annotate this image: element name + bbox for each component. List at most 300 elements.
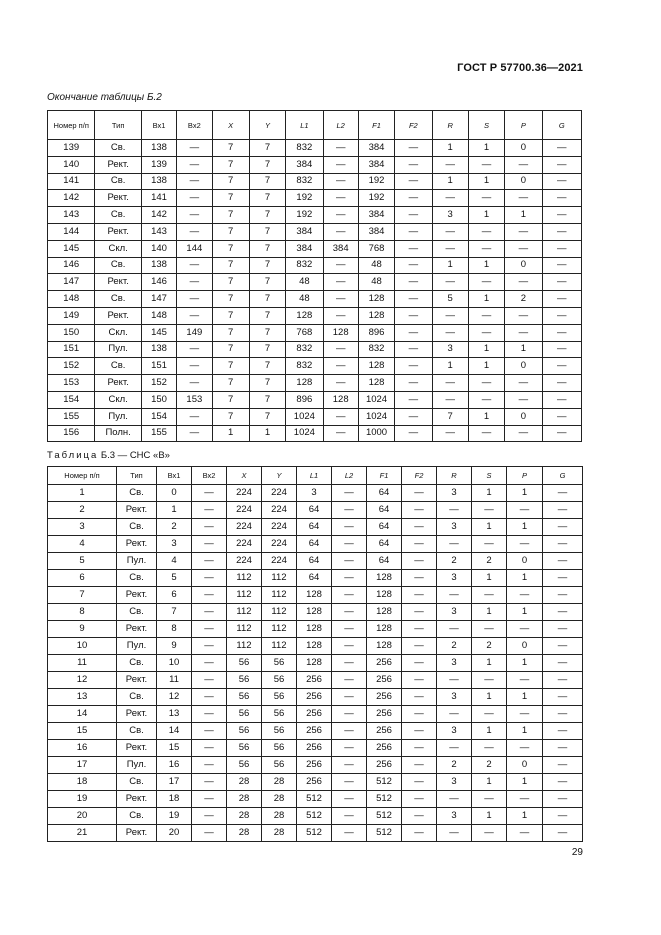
table-cell: Св.	[117, 774, 157, 791]
table-row	[48, 207, 582, 224]
table-cell: 832	[286, 358, 323, 375]
table-cell: —	[177, 190, 212, 207]
table-cell: —	[192, 485, 227, 502]
table-cell: 128	[323, 391, 358, 408]
table-cell: 18	[48, 774, 117, 791]
table-cell: —	[542, 408, 581, 425]
table-cell: —	[395, 240, 432, 257]
table-cell: 1	[505, 341, 542, 358]
table-cell: 256	[297, 757, 332, 774]
table-cell: —	[432, 156, 468, 173]
table-cell: 224	[227, 485, 262, 502]
table-cell: 224	[262, 502, 297, 519]
table-cell: 128	[367, 638, 402, 655]
table-cell: —	[192, 689, 227, 706]
table-cell: —	[472, 706, 507, 723]
table-cell: —	[332, 519, 367, 536]
table-cell: —	[543, 740, 583, 757]
table-cell: 3	[437, 519, 472, 536]
table-cell: 7	[249, 190, 285, 207]
table-cell: 56	[262, 723, 297, 740]
table-cell: —	[177, 156, 212, 173]
table2	[47, 466, 583, 842]
table-row	[48, 140, 582, 157]
table-cell: Рект.	[95, 375, 141, 392]
column-header: X	[227, 467, 262, 485]
table-cell: 56	[262, 689, 297, 706]
table-cell: —	[437, 587, 472, 604]
table-cell: —	[395, 207, 432, 224]
table-cell: Св.	[95, 207, 141, 224]
table-cell: —	[437, 791, 472, 808]
table-cell: —	[402, 808, 437, 825]
column-header: F1	[367, 467, 402, 485]
table-cell: 3	[157, 536, 192, 553]
table-cell: 1	[472, 723, 507, 740]
table-cell: —	[332, 485, 367, 502]
table-cell: —	[543, 791, 583, 808]
table-cell: 896	[358, 324, 394, 341]
column-header: L2	[323, 111, 358, 140]
table-cell: —	[507, 740, 543, 757]
table-cell: 1	[468, 408, 504, 425]
table-row	[48, 638, 583, 655]
table-cell: 128	[297, 655, 332, 672]
table-cell: 3	[437, 689, 472, 706]
table-cell: 112	[262, 604, 297, 621]
table-cell: 128	[367, 587, 402, 604]
table-cell: Рект.	[117, 825, 157, 842]
table-cell: 28	[262, 791, 297, 808]
table-cell: 3	[437, 485, 472, 502]
table-cell: —	[177, 173, 212, 190]
table-cell: 256	[367, 689, 402, 706]
table-cell: 2	[157, 519, 192, 536]
table-cell: 20	[48, 808, 117, 825]
table-cell: —	[437, 706, 472, 723]
table-cell: —	[505, 324, 542, 341]
table-cell: —	[177, 358, 212, 375]
column-header: Y	[249, 111, 285, 140]
table-cell: —	[402, 587, 437, 604]
table-cell: —	[505, 223, 542, 240]
table-cell: —	[177, 375, 212, 392]
column-header: Y	[262, 467, 297, 485]
table-cell: —	[402, 791, 437, 808]
table-cell: —	[543, 485, 583, 502]
table-cell: 150	[48, 324, 95, 341]
table-cell: —	[507, 536, 543, 553]
table-cell: 1	[468, 358, 504, 375]
table-cell: 10	[48, 638, 117, 655]
table-cell: 48	[358, 274, 394, 291]
table-cell: —	[177, 307, 212, 324]
table-cell: 7	[249, 156, 285, 173]
table-cell: —	[323, 173, 358, 190]
table-row	[48, 536, 583, 553]
table-cell: —	[192, 536, 227, 553]
table-cell: 14	[157, 723, 192, 740]
table-cell: 224	[262, 519, 297, 536]
table-cell: Полн.	[95, 425, 141, 442]
table-cell: 384	[323, 240, 358, 257]
table-cell: —	[192, 672, 227, 689]
table-cell: —	[402, 502, 437, 519]
table-cell: —	[432, 375, 468, 392]
table-cell: 384	[286, 240, 323, 257]
column-header: P	[507, 467, 543, 485]
table-cell: —	[507, 587, 543, 604]
table-cell: 3	[437, 604, 472, 621]
table-cell: —	[402, 774, 437, 791]
table-cell: 64	[367, 536, 402, 553]
table-cell: —	[468, 274, 504, 291]
table-cell: 144	[177, 240, 212, 257]
table-row	[48, 156, 582, 173]
table-cell: Св.	[117, 519, 157, 536]
table-cell: —	[402, 638, 437, 655]
table-cell: 7	[212, 358, 249, 375]
table-cell: 1	[507, 485, 543, 502]
table-cell: —	[543, 570, 583, 587]
table-cell: 64	[367, 502, 402, 519]
table-cell: 2	[437, 553, 472, 570]
table-cell: 64	[367, 553, 402, 570]
table-cell: 153	[48, 375, 95, 392]
table-cell: 832	[286, 341, 323, 358]
table-cell: —	[332, 740, 367, 757]
table-cell: 832	[286, 173, 323, 190]
table-cell: —	[192, 791, 227, 808]
table-cell: —	[192, 774, 227, 791]
table-cell: —	[542, 156, 581, 173]
table-cell: —	[542, 291, 581, 308]
table-cell: —	[543, 689, 583, 706]
table-cell: 1	[507, 519, 543, 536]
table-cell: —	[332, 655, 367, 672]
table-cell: —	[543, 825, 583, 842]
table-cell: 7	[212, 408, 249, 425]
table-cell: 1	[472, 655, 507, 672]
table-cell: —	[543, 672, 583, 689]
table-cell: 28	[227, 808, 262, 825]
table-cell: —	[505, 240, 542, 257]
table-cell: —	[543, 723, 583, 740]
table-cell: 7	[249, 257, 285, 274]
table-cell: —	[395, 257, 432, 274]
table-cell: Рект.	[117, 672, 157, 689]
table-cell: —	[468, 156, 504, 173]
table-cell: Св.	[95, 358, 141, 375]
table-cell: 7	[212, 207, 249, 224]
table-cell: —	[323, 156, 358, 173]
table-cell: 112	[262, 570, 297, 587]
table-cell: 0	[505, 257, 542, 274]
table-cell: —	[437, 621, 472, 638]
table-cell: Св.	[117, 808, 157, 825]
table-cell: 512	[297, 791, 332, 808]
table-cell: —	[505, 274, 542, 291]
table-cell: 768	[358, 240, 394, 257]
column-header: Тип	[117, 467, 157, 485]
table-cell: 1	[507, 604, 543, 621]
table-cell: Скл.	[95, 240, 141, 257]
table-cell: 1	[157, 502, 192, 519]
table-cell: Св.	[95, 173, 141, 190]
table-cell: 7	[249, 341, 285, 358]
table-cell: 224	[262, 553, 297, 570]
table-cell: 5	[432, 291, 468, 308]
table-cell: —	[402, 740, 437, 757]
table2-caption-label: Таблица	[47, 450, 99, 461]
table-cell: 832	[286, 257, 323, 274]
table-cell: 1	[507, 808, 543, 825]
table-cell: 28	[227, 774, 262, 791]
table-row	[48, 485, 583, 502]
table-cell: —	[395, 408, 432, 425]
table-cell: 7	[212, 240, 249, 257]
table-cell: —	[323, 425, 358, 442]
table-cell: 17	[48, 757, 117, 774]
table-cell: —	[432, 223, 468, 240]
table-row	[48, 291, 582, 308]
table-cell: —	[332, 587, 367, 604]
table-cell: Рект.	[117, 706, 157, 723]
table-cell: 2	[472, 553, 507, 570]
table-cell: —	[192, 655, 227, 672]
table-cell: 128	[367, 621, 402, 638]
table-cell: Св.	[117, 689, 157, 706]
table-cell: 138	[141, 257, 176, 274]
column-header: Вх1	[141, 111, 176, 140]
table-cell: —	[192, 553, 227, 570]
table-cell: —	[432, 190, 468, 207]
table-cell: —	[543, 757, 583, 774]
table-cell: Рект.	[117, 587, 157, 604]
table-cell: 12	[48, 672, 117, 689]
table-cell: —	[332, 774, 367, 791]
table-cell: Рект.	[117, 502, 157, 519]
table-cell: 19	[157, 808, 192, 825]
table-cell: 3	[432, 341, 468, 358]
table-cell: 9	[157, 638, 192, 655]
table-cell: —	[395, 324, 432, 341]
table-cell: 1024	[286, 408, 323, 425]
table-cell: 256	[367, 723, 402, 740]
table-cell: —	[472, 825, 507, 842]
table-cell: 1	[472, 808, 507, 825]
table-cell: Рект.	[117, 536, 157, 553]
table-cell: 7	[212, 223, 249, 240]
table-row	[48, 173, 582, 190]
table-cell: 2	[437, 638, 472, 655]
table-cell: 152	[141, 375, 176, 392]
table-cell: 64	[367, 485, 402, 502]
table-cell: 256	[297, 706, 332, 723]
table-cell: —	[323, 375, 358, 392]
table-cell: —	[395, 140, 432, 157]
table-cell: 7	[212, 190, 249, 207]
table-cell: 64	[297, 570, 332, 587]
table-row	[48, 808, 583, 825]
table-cell: —	[395, 341, 432, 358]
table-cell: Св.	[117, 655, 157, 672]
table-cell: 224	[227, 553, 262, 570]
table-cell: 6	[157, 587, 192, 604]
table-row	[48, 324, 582, 341]
table-cell: 1024	[286, 425, 323, 442]
table-cell: 224	[227, 536, 262, 553]
table-cell: 1	[472, 774, 507, 791]
table-cell: —	[507, 791, 543, 808]
table-cell: —	[177, 341, 212, 358]
table-cell: 148	[141, 307, 176, 324]
table-cell: 256	[367, 706, 402, 723]
table-cell: 56	[227, 655, 262, 672]
table-cell: 384	[358, 156, 394, 173]
table-cell: 7	[212, 391, 249, 408]
table-cell: —	[177, 207, 212, 224]
table-cell: 224	[227, 519, 262, 536]
table-cell: 138	[141, 173, 176, 190]
table-cell: 21	[48, 825, 117, 842]
table-cell: 151	[141, 358, 176, 375]
table-cell: —	[432, 391, 468, 408]
table-cell: —	[472, 621, 507, 638]
table-cell: 128	[297, 604, 332, 621]
table-cell: —	[505, 190, 542, 207]
table-cell: —	[332, 638, 367, 655]
table-cell: 64	[367, 519, 402, 536]
table-cell: 139	[48, 140, 95, 157]
table-cell: —	[402, 723, 437, 740]
table-row	[48, 307, 582, 324]
table-cell: —	[402, 570, 437, 587]
table-cell: 7	[249, 274, 285, 291]
table-cell: —	[505, 425, 542, 442]
table-cell: Пул.	[95, 341, 141, 358]
table-cell: 1	[507, 689, 543, 706]
table-cell: 1	[472, 485, 507, 502]
table-cell: —	[332, 825, 367, 842]
table-cell: —	[507, 672, 543, 689]
table-cell: 56	[227, 672, 262, 689]
table-cell: —	[177, 408, 212, 425]
table-cell: 7	[212, 274, 249, 291]
table-cell: —	[323, 358, 358, 375]
table-cell: 145	[141, 324, 176, 341]
table-row	[48, 519, 583, 536]
column-header: S	[472, 467, 507, 485]
table-cell: 192	[358, 190, 394, 207]
table-cell: —	[505, 307, 542, 324]
table-cell: —	[542, 173, 581, 190]
table-cell: 1	[432, 173, 468, 190]
table-row	[48, 604, 583, 621]
table-cell: 140	[141, 240, 176, 257]
table-cell: 149	[48, 307, 95, 324]
table-cell: 0	[505, 173, 542, 190]
column-header: X	[212, 111, 249, 140]
table-cell: —	[402, 604, 437, 621]
column-header: Вх2	[177, 111, 212, 140]
table-cell: —	[543, 536, 583, 553]
table-cell: 4	[48, 536, 117, 553]
table-cell: 1	[432, 257, 468, 274]
table-cell: 7	[212, 324, 249, 341]
table-cell: 141	[48, 173, 95, 190]
table-cell: 112	[262, 638, 297, 655]
table-cell: —	[402, 825, 437, 842]
table-cell: —	[332, 791, 367, 808]
table2-caption-title: Б.3 — СНС «В»	[100, 450, 170, 461]
table-cell: 12	[157, 689, 192, 706]
table-cell: 7	[212, 257, 249, 274]
table-cell: 512	[297, 825, 332, 842]
table-cell: 896	[286, 391, 323, 408]
table-cell: 2	[472, 638, 507, 655]
table-cell: 768	[286, 324, 323, 341]
table-cell: —	[177, 425, 212, 442]
table-cell: 56	[227, 689, 262, 706]
table-cell: —	[323, 223, 358, 240]
table-cell: —	[332, 672, 367, 689]
table-cell: —	[507, 825, 543, 842]
table-cell: 4	[157, 553, 192, 570]
table-cell: 384	[358, 207, 394, 224]
table2-header-row	[48, 467, 583, 485]
table-cell: —	[543, 604, 583, 621]
table1-header-row	[48, 111, 582, 140]
table-cell: 832	[286, 140, 323, 157]
table-cell: 1	[468, 291, 504, 308]
table-cell: 56	[227, 706, 262, 723]
table-cell: 7	[249, 391, 285, 408]
table-cell: 64	[297, 553, 332, 570]
table-cell: 64	[297, 519, 332, 536]
table-cell: 128	[358, 375, 394, 392]
table-cell: —	[542, 307, 581, 324]
table-cell: 1	[468, 207, 504, 224]
table-cell: Рект.	[117, 621, 157, 638]
table-cell: —	[468, 223, 504, 240]
table-cell: 2	[472, 757, 507, 774]
table-cell: —	[177, 291, 212, 308]
table-cell: 256	[297, 689, 332, 706]
table-cell: —	[543, 808, 583, 825]
table-cell: —	[395, 156, 432, 173]
table-cell: Рект.	[95, 307, 141, 324]
table-cell: 1	[48, 485, 117, 502]
table-cell: 3	[437, 570, 472, 587]
table-cell: —	[472, 740, 507, 757]
table-cell: 128	[367, 570, 402, 587]
table-cell: 7	[249, 173, 285, 190]
column-header: L1	[297, 467, 332, 485]
table-cell: 7	[249, 307, 285, 324]
table-cell: 3	[48, 519, 117, 536]
table-cell: —	[177, 257, 212, 274]
table-cell: 128	[297, 621, 332, 638]
table-cell: —	[395, 375, 432, 392]
table-cell: —	[402, 536, 437, 553]
table-cell: 20	[157, 825, 192, 842]
table-cell: —	[542, 358, 581, 375]
table-cell: —	[437, 536, 472, 553]
table-cell: 1	[432, 358, 468, 375]
table-cell: 56	[227, 723, 262, 740]
table-row	[48, 723, 583, 740]
